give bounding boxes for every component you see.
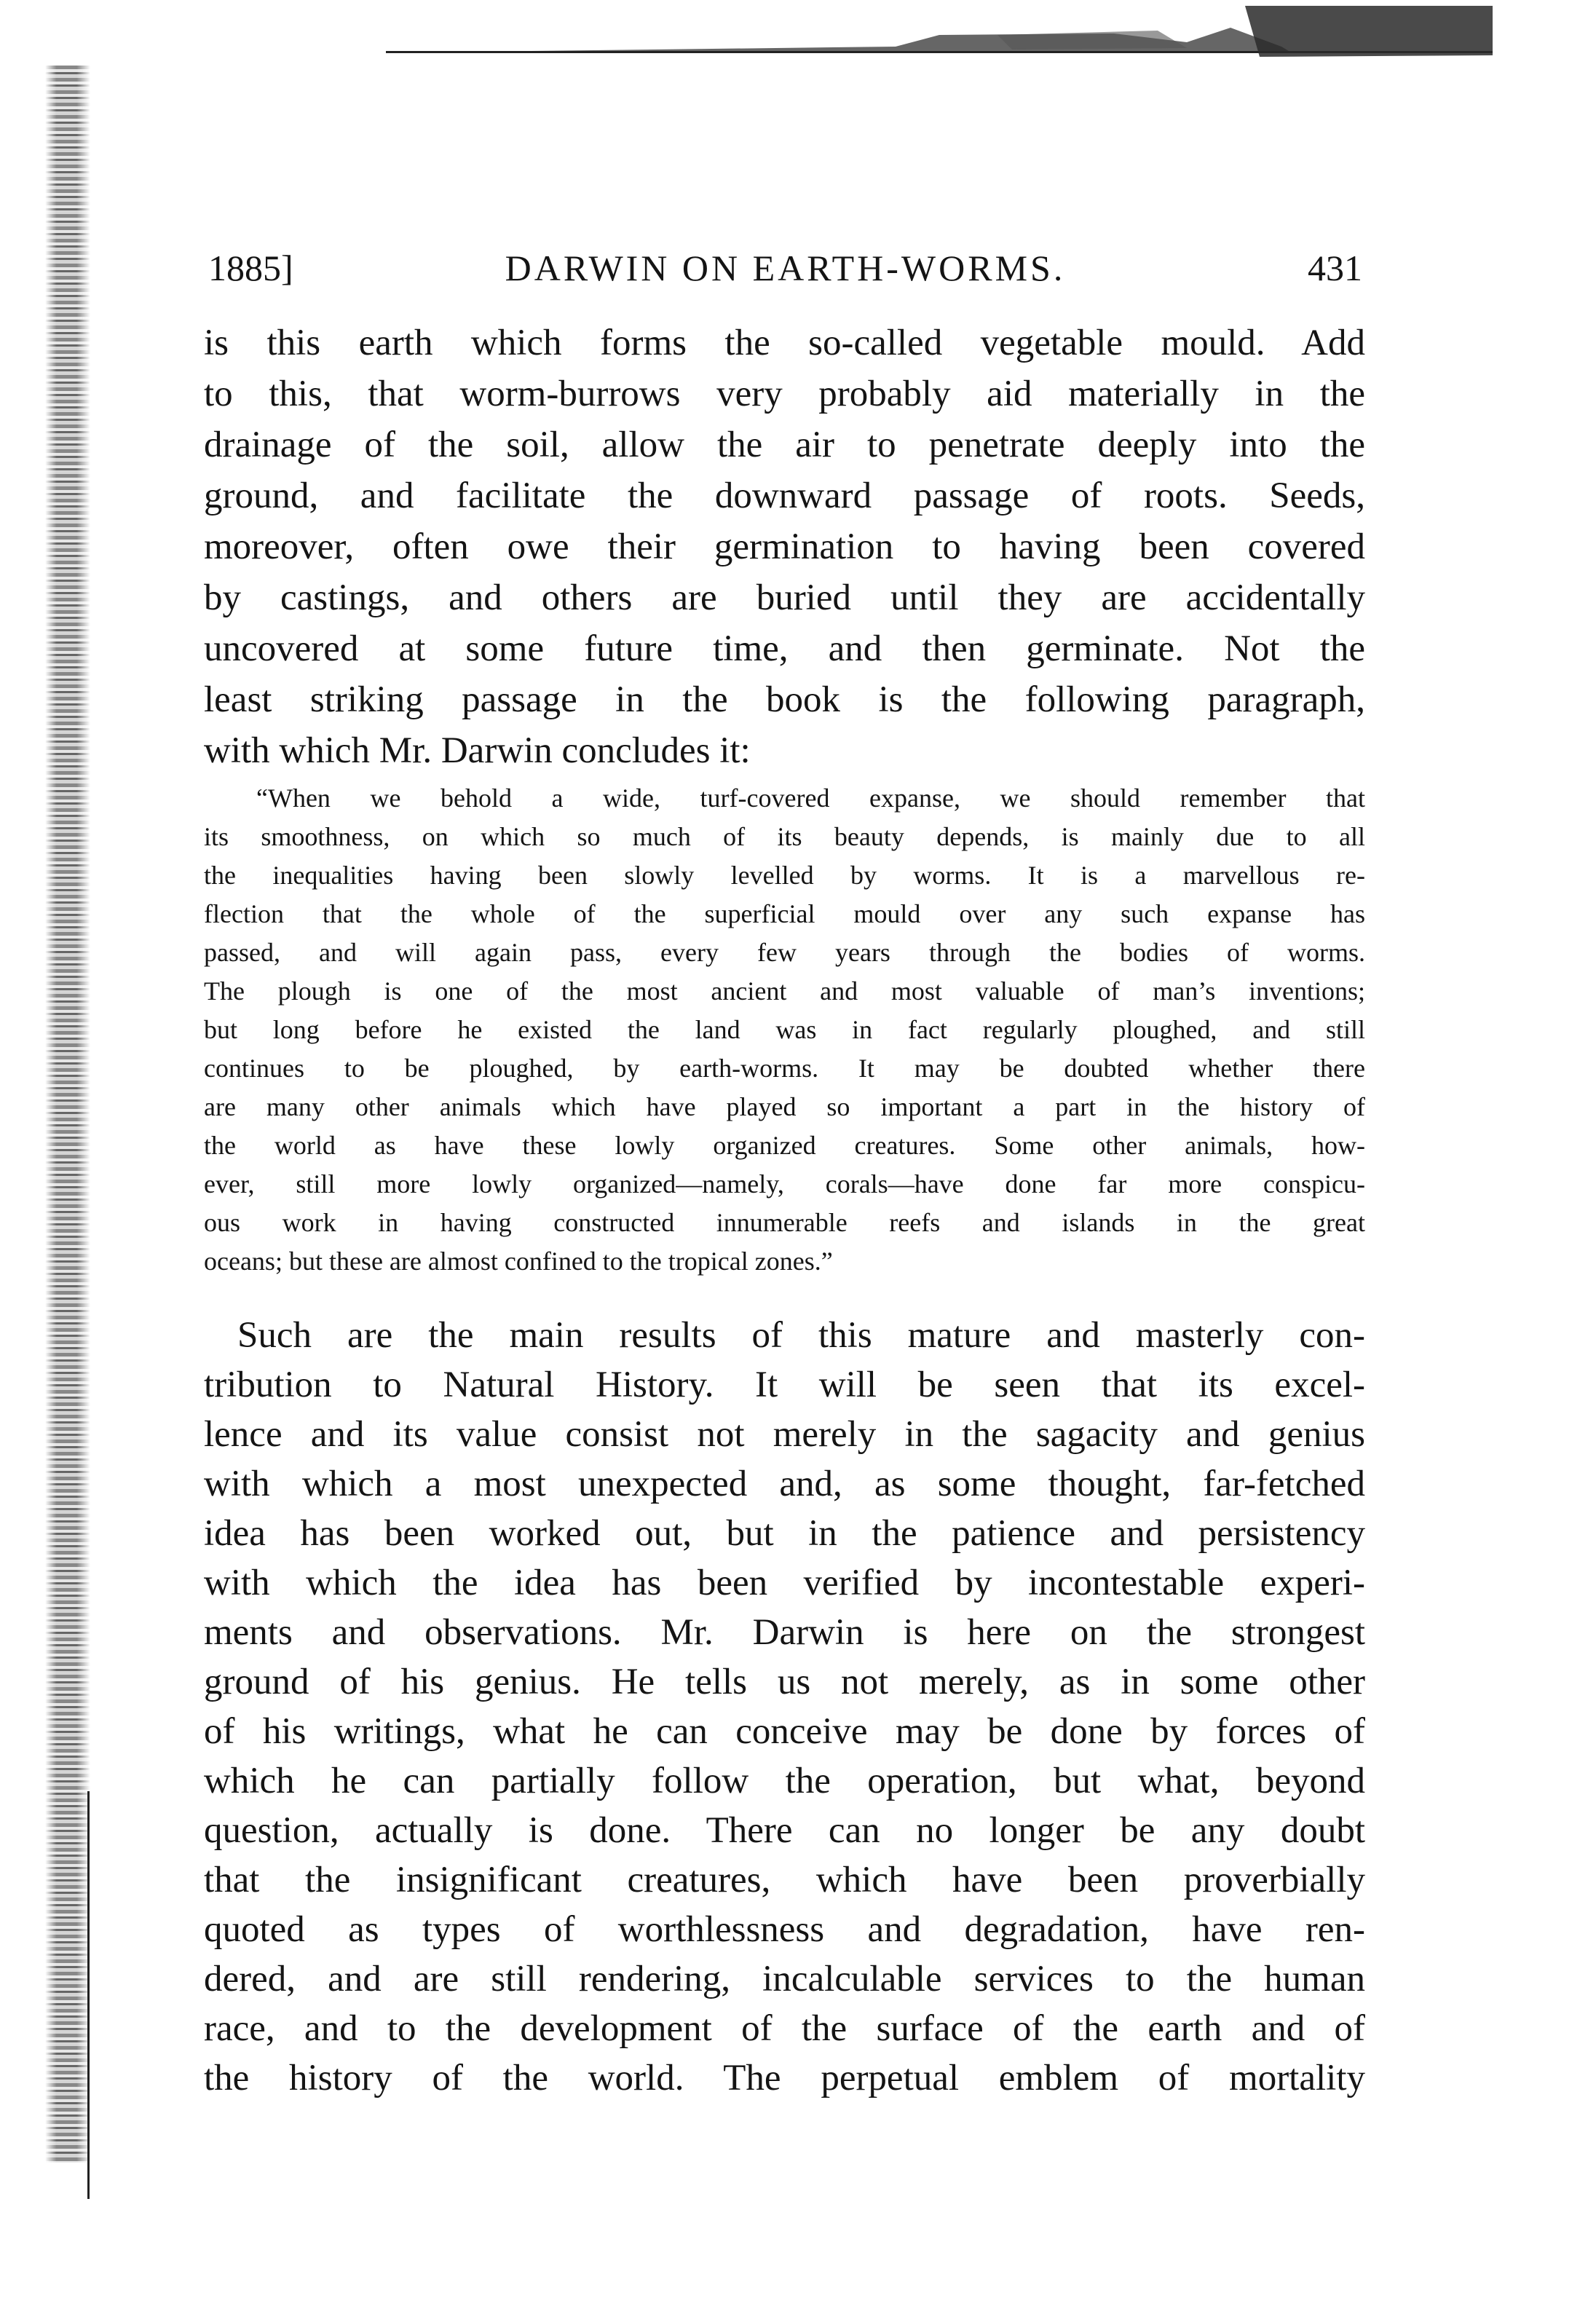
text-line: Such are the main results of this mature and masterly con- — [237, 1315, 1365, 1356]
running-head — [208, 239, 1362, 297]
text-line: ground, and facilitate the downward passage of roots. Seeds, — [204, 475, 1365, 516]
quote-line: continues to be ploughed, by earth-worms. It may be doubted whether there — [204, 1054, 1365, 1083]
quote-line: flection that the whole of the superficial mould over any such expanse has — [204, 899, 1365, 928]
scan-margin-line — [87, 1791, 90, 2199]
quote-line: The plough is one of the most ancient and most valuable of man’s inventions; — [204, 976, 1365, 1006]
text-line: with which the idea has been verified by incontestable experi- — [204, 1563, 1365, 1603]
text-line: the history of the world. The perpetual emblem of mortality — [204, 2058, 1365, 2098]
text-line: to this, that worm-burrows very probably aid materially in the — [204, 374, 1365, 414]
text-line: uncovered at some future time, and then germinate. Not the — [204, 628, 1365, 669]
text-line: dered, and are still rendering, incalculable services to the human — [204, 1959, 1365, 1999]
quote-line: ous work in having constructed innumerable reefs and islands in the great — [204, 1208, 1365, 1237]
quote-line: are many other animals which have played so important a part in the history of — [204, 1092, 1365, 1121]
quote-line: ever, still more lowly organized—namely, corals—have done far more conspicu- — [204, 1169, 1365, 1199]
text-line: which he can partially follow the operation, but what, beyond — [204, 1761, 1365, 1801]
paragraph-main — [204, 1311, 1365, 2103]
text-line: tribution to Natural History. It will be seen that its excel- — [204, 1365, 1365, 1405]
text-line: drainage of the soil, allow the air to penetrate deeply into the — [204, 425, 1365, 465]
text-line: race, and to the development of the surface of the earth and of — [204, 2008, 1365, 2049]
text-line: idea has been worked out, but in the patience and persistency — [204, 1513, 1365, 1554]
text-line: question, actually is done. There can no longer be any doubt — [204, 1810, 1365, 1851]
text-line: ground of his genius. He tells us not merely, as in some other — [204, 1662, 1365, 1702]
quote-line: the world as have these lowly organized creatures. Some other animals, how- — [204, 1131, 1365, 1160]
text-line: of his writings, what he can conceive may be done by forces of — [204, 1711, 1365, 1752]
page-number: 431 — [1308, 248, 1362, 288]
text-line: with which Mr. Darwin concludes it: — [204, 730, 751, 771]
text-line: lence and its value consist not merely in the sagacity and genius — [204, 1414, 1365, 1455]
block-quotation — [204, 779, 1365, 1281]
text-line: quoted as types of worthlessness and degradation, have ren- — [204, 1909, 1365, 1950]
paragraph-continuation — [204, 317, 1365, 776]
text-line: is this earth which forms the so-called vegetable mould. Add — [204, 323, 1365, 363]
scan-spine-shadow — [45, 66, 90, 2163]
quote-line: its smoothness, on which so much of its beauty depends, is mainly due to all — [204, 822, 1365, 851]
running-head-year: 1885] — [208, 248, 293, 288]
quote-line: passed, and will again pass, every few years through the bodies of worms. — [204, 938, 1365, 967]
quote-line: “When we behold a wide, turf-covered expanse, we should remember that — [256, 783, 1365, 813]
text-line: moreover, often owe their germination to having been covered — [204, 526, 1365, 567]
text-line: that the insignificant creatures, which have been proverbially — [204, 1860, 1365, 1900]
quote-line: oceans; but these are almost confined to the tropical zones.” — [204, 1247, 833, 1276]
text-line: least striking passage in the book is the following paragraph, — [204, 679, 1365, 720]
quote-line: but long before he existed the land was in fact regularly ploughed, and still — [204, 1015, 1365, 1044]
text-line: with which a most unexpected and, as some thought, far-fetched — [204, 1464, 1365, 1504]
text-line: by castings, and others are buried until they are accidentally — [204, 577, 1365, 618]
quote-line: the inequalities having been slowly levelled by worms. It is a marvellous re- — [204, 861, 1365, 890]
running-head-title: DARWIN ON EARTH-WORMS. — [505, 248, 1066, 288]
scan-smudge-top — [386, 6, 1493, 71]
text-line: ments and observations. Mr. Darwin is here on the strongest — [204, 1612, 1365, 1653]
